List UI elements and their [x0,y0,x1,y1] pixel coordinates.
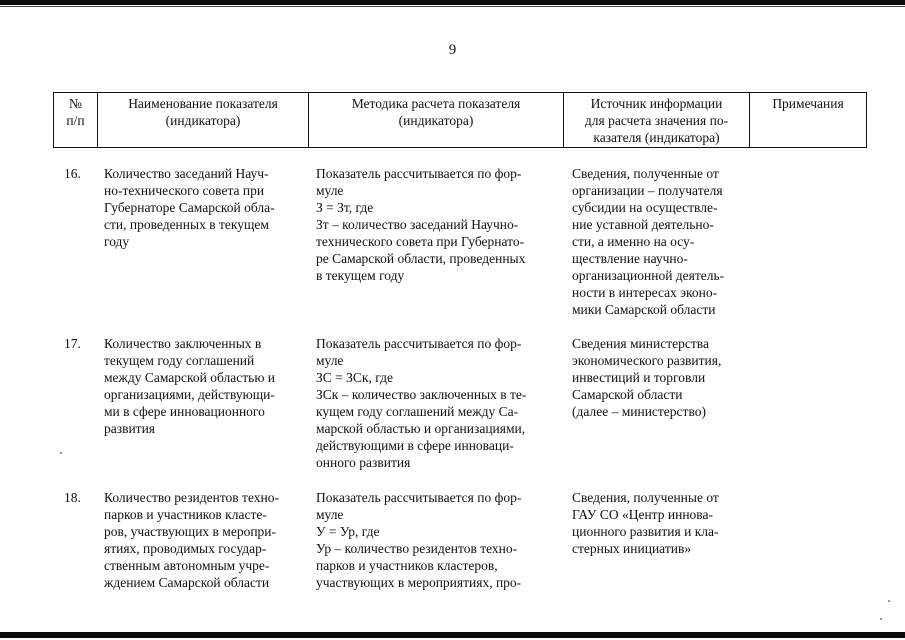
top-border-thin [0,6,905,7]
header-cell-number: № п/п [54,93,98,148]
information-source: Сведения министерства экономического развития, инвестиций и торговли Самарской области (далее – министерство) [572,336,722,419]
table-header [53,92,867,148]
bottom-border [0,632,905,638]
calculation-method: Показатель рассчитывается по фор- муле З = Зт, где Зт – количество заседаний Научно- технического совета при Губернато- ре Самарской области, проведенных в текущем году [316,166,526,283]
information-source: Сведения, полученные от организации – получателя субсидии на осуществле- ние уставной деятельно- сти, а именно на осу- ществление научно- организационной деятель- ности в интересах эконо- мики Самарской области [572,166,725,317]
header-cell-name: Наименование показателя (индикатора) [98,93,309,148]
calculation-method: Показатель рассчитывается по фор- муле У = Ур, где Ур – количество резидентов техно- парков и участников кластеров, участвующих в мероприятиях, про- [316,490,522,590]
page-number: 9 [448,42,457,58]
row-number: 16. [64,166,81,181]
indicator-name: Количество заключенных в текущем году соглашений между Самарской областью и организациями, действующи- ми в сфере инновационного развития [104,336,276,436]
calculation-method: Показатель рассчитывается по фор- муле ЗС = ЗСк, где ЗСк – количество заключенных в те- кущем году соглашений между Са- марской областью и организациями, действующими в сфере инноваци- онного развития [316,336,527,470]
header-cell-method: Методика расчета показателя (индикатора) [309,93,564,148]
header-row [54,93,867,148]
row-number: 17. [64,336,81,351]
indicator-name: Количество заседаний Науч- но-технического совета при Губернаторе Самарской обла- сти, проведенных в текущем году [104,166,275,249]
scan-speck [880,618,882,620]
top-border [0,0,905,5]
scan-speck [888,600,890,602]
row-number: 18. [64,490,81,505]
scan-speck [60,452,62,454]
indicator-name: Количество резидентов техно- парков и участников класте- ров, участвующих в меропри- ятиях, проводимых государ- ственным автономным учре- ждением Самарской области [104,490,279,590]
header-cell-notes: Примечания [750,93,867,148]
information-source: Сведения, полученные от ГАУ СО «Центр иннова- ционного развития и кла- стерных инициатив» [572,490,719,556]
header-cell-source: Источник информации для расчета значения по- казателя (индикатора) [564,93,750,148]
